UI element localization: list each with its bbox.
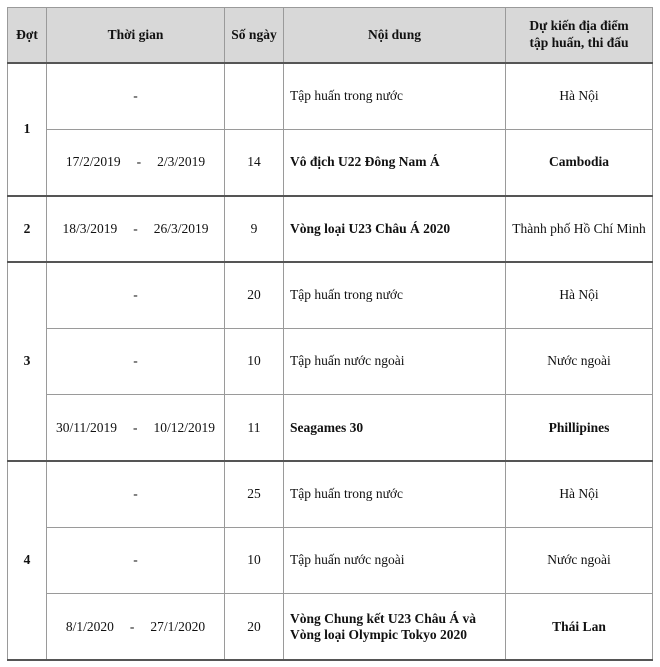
time-cell [47,196,225,262]
time-from: - [133,353,138,369]
content-cell: Vòng loại U23 Châu Á 2020 [284,196,506,262]
schedule-body [8,63,653,660]
time-range [133,486,138,502]
dot-number: 2 [8,196,47,262]
content-cell: Seagames 30 [284,395,506,461]
content-cell: Vô địch U22 Đông Nam Á [284,129,506,195]
content-cell: Tập huấn trong nước [284,262,506,328]
time-range [62,221,208,237]
content-cell: Tập huấn nước ngoài [284,527,506,593]
time-from: 8/1/2020 [65,618,114,634]
time-range [56,420,215,436]
time-range [133,88,138,104]
time-range [133,287,138,303]
time-cell [47,129,225,195]
content-cell: Vòng Chung kết U23 Châu Á và Vòng loại Olympic Tokyo 2020 [284,594,506,660]
time-from: - [133,552,138,568]
dot-number: 3 [8,262,47,461]
header-place-line1: Dự kiến địa điểm [529,18,629,34]
table-row [8,262,653,328]
place-cell: Thái Lan [506,594,653,660]
table-row [8,196,653,262]
time-cell [47,527,225,593]
days-cell: 14 [225,129,284,195]
table-row [8,63,653,129]
time-separator: - [133,419,138,435]
header-days: Số ngày [225,8,284,64]
header-time: Thời gian [47,8,225,64]
time-separator: - [136,154,142,170]
table-row [8,328,653,394]
time-cell [47,461,225,527]
time-cell [47,262,225,328]
table-row [8,527,653,593]
place-cell: Hà Nội [506,262,653,328]
table-row [8,594,653,660]
time-separator: - [129,618,135,634]
content-cell: Tập huấn trong nước [284,461,506,527]
place-cell: Hà Nội [506,461,653,527]
time-from: - [133,287,138,303]
place-cell: Nước ngoài [506,328,653,394]
days-cell: 25 [225,461,284,527]
time-from: - [133,486,138,502]
days-cell: 10 [225,328,284,394]
header-place [506,8,653,64]
time-to: 2/3/2019 [157,154,206,170]
time-cell [47,63,225,129]
time-cell [47,594,225,660]
place-cell: Thành phố Hồ Chí Minh [506,196,653,262]
table-row [8,461,653,527]
days-cell: 20 [225,594,284,660]
time-to: 27/1/2020 [150,618,206,634]
header-place-line2: tập huấn, thi đấu [529,35,629,50]
place-cell: Nước ngoài [506,527,653,593]
time-from: 17/2/2019 [65,154,121,170]
place-cell: Cambodia [506,129,653,195]
header-dot: Đợt [8,8,47,64]
time-from: 18/3/2019 [62,220,118,236]
dot-number: 4 [8,461,47,660]
place-cell: Phillipines [506,395,653,461]
time-range [133,353,138,369]
header-row [8,8,653,64]
content-cell: Tập huấn nước ngoài [284,328,506,394]
days-cell: 20 [225,262,284,328]
header-content: Nội dung [284,8,506,64]
table-row [8,129,653,195]
table-row [8,395,653,461]
place-cell: Hà Nội [506,63,653,129]
training-schedule-table [7,7,653,661]
days-cell: 10 [225,527,284,593]
time-separator: - [133,220,138,236]
time-range [133,552,138,568]
time-range [66,619,205,635]
time-to: 26/3/2019 [153,220,209,236]
days-cell: 9 [225,196,284,262]
days-cell: 11 [225,395,284,461]
dot-number: 1 [8,63,47,196]
time-cell [47,395,225,461]
time-cell [47,328,225,394]
time-range [66,154,205,170]
days-cell [225,63,284,129]
time-from: - [133,88,138,104]
time-from: 30/11/2019 [55,419,117,435]
content-cell: Tập huấn trong nước [284,63,506,129]
time-to: 10/12/2019 [153,419,216,435]
